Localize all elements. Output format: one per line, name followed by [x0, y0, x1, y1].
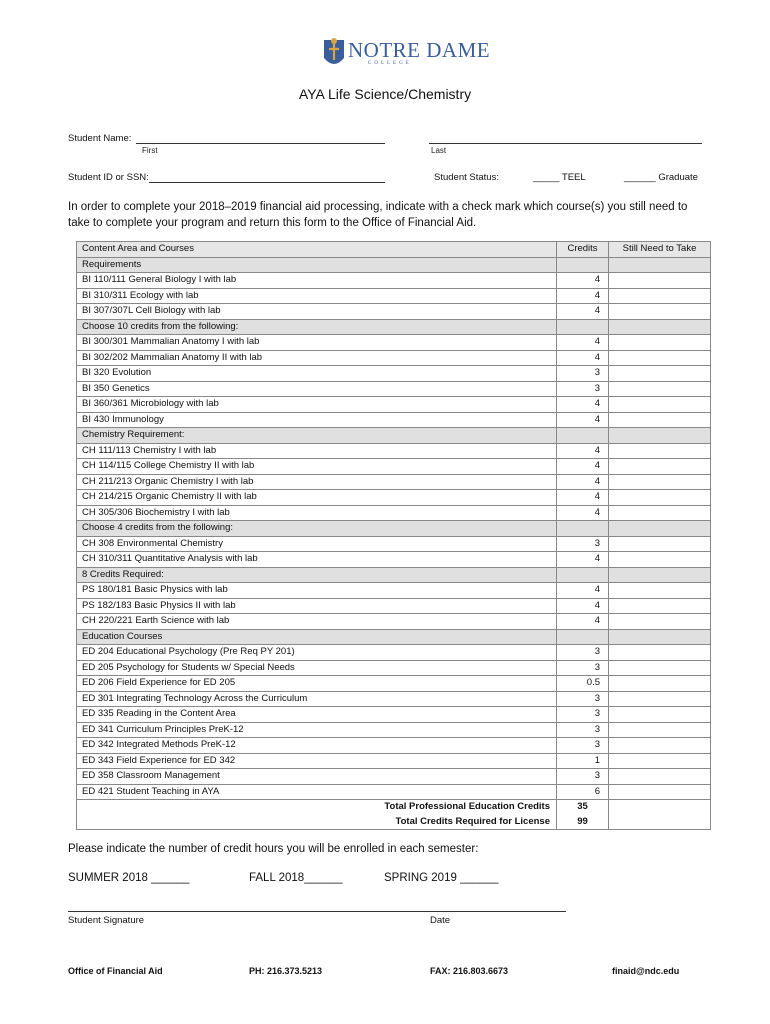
course-name: CH 310/311 Quantitative Analysis with lab: [77, 552, 557, 568]
table-row: [77, 660, 711, 676]
course-credits: 3: [557, 722, 609, 738]
section-credits-cell: [557, 629, 609, 645]
table-row: [77, 490, 711, 506]
still-need-checkbox-cell[interactable]: [609, 707, 711, 723]
fall-2018-field[interactable]: FALL 2018______: [249, 872, 343, 884]
still-need-checkbox-cell[interactable]: [609, 443, 711, 459]
course-name: BI 320 Evolution: [77, 366, 557, 382]
table-row: [77, 707, 711, 723]
table-row: [77, 474, 711, 490]
section-need-cell: [609, 567, 711, 583]
table-row: [77, 598, 711, 614]
student-id-label: Student ID or SSN:: [68, 172, 149, 183]
logo-text: NOTRE DAME: [348, 38, 491, 62]
still-need-checkbox-cell[interactable]: [609, 769, 711, 785]
table-row: [77, 350, 711, 366]
course-name: CH 211/213 Organic Chemistry I with lab: [77, 474, 557, 490]
section-credits-cell: [557, 257, 609, 273]
section-header-row: [77, 629, 711, 645]
table-row: [77, 412, 711, 428]
still-need-checkbox-cell[interactable]: [609, 583, 711, 599]
course-credits: 4: [557, 288, 609, 304]
signature-label: Student Signature: [68, 915, 145, 926]
section-header-row: [77, 567, 711, 583]
course-name: CH 308 Environmental Chemistry: [77, 536, 557, 552]
section-header-row: [77, 319, 711, 335]
table-row: [77, 443, 711, 459]
still-need-checkbox-cell[interactable]: [609, 412, 711, 428]
section-credits-cell: [557, 428, 609, 444]
section-need-cell: [609, 521, 711, 537]
table-row: [77, 769, 711, 785]
course-credits: 3: [557, 645, 609, 661]
course-credits: 0.5: [557, 676, 609, 692]
section-credits-cell: [557, 567, 609, 583]
table-row: [77, 784, 711, 800]
table-row: [77, 288, 711, 304]
course-credits: 3: [557, 707, 609, 723]
table-row: [77, 304, 711, 320]
course-name: CH 220/221 Earth Science with lab: [77, 614, 557, 630]
still-need-checkbox-cell[interactable]: [609, 738, 711, 754]
total-empty-cell: [609, 815, 711, 830]
course-credits: 6: [557, 784, 609, 800]
table-header-row: [77, 242, 711, 258]
course-name: BI 360/361 Microbiology with lab: [77, 397, 557, 413]
course-name: CH 305/306 Biochemistry I with lab: [77, 505, 557, 521]
spring-2019-field[interactable]: SPRING 2019 ______: [384, 872, 499, 884]
section-credits-cell: [557, 319, 609, 335]
still-need-checkbox-cell[interactable]: [609, 490, 711, 506]
still-need-checkbox-cell[interactable]: [609, 722, 711, 738]
still-need-checkbox-cell[interactable]: [609, 676, 711, 692]
table-row: [77, 381, 711, 397]
course-credits: 3: [557, 738, 609, 754]
section-need-cell: [609, 257, 711, 273]
course-name: ED 341 Curriculum Principles PreK-12: [77, 722, 557, 738]
course-credits: 3: [557, 536, 609, 552]
table-row: [77, 366, 711, 382]
student-status-label: Student Status:: [434, 172, 499, 183]
course-credits: 4: [557, 443, 609, 459]
section-header-row: [77, 521, 711, 537]
total-row: [77, 815, 711, 830]
course-name: PS 182/183 Basic Physics II with lab: [77, 598, 557, 614]
course-credits: 4: [557, 474, 609, 490]
table-row: [77, 552, 711, 568]
college-logo: [322, 36, 491, 72]
still-need-checkbox-cell[interactable]: [609, 335, 711, 351]
signature-line[interactable]: [68, 911, 566, 912]
instructions-text: In order to complete your 2018–2019 financial aid processing, indicate with a check mark which course(s) you still need to take to complete your program and return this form to the Office of Financial Aid.: [68, 201, 688, 229]
first-name-field[interactable]: [136, 143, 385, 144]
course-credits: 4: [557, 505, 609, 521]
still-need-checkbox-cell[interactable]: [609, 304, 711, 320]
course-name: ED 343 Field Experience for ED 342: [77, 753, 557, 769]
table-row: [77, 273, 711, 289]
table-row: [77, 335, 711, 351]
footer-phone: PH: 216.373.5213: [249, 966, 323, 976]
table-row: [77, 583, 711, 599]
course-credits: 4: [557, 459, 609, 475]
total-value: 99: [557, 815, 609, 830]
still-need-checkbox-cell[interactable]: [609, 753, 711, 769]
course-credits: 4: [557, 552, 609, 568]
course-name: ED 421 Student Teaching in AYA: [77, 784, 557, 800]
still-need-checkbox-cell[interactable]: [609, 366, 711, 382]
header-content-area: Content Area and Courses: [77, 242, 557, 258]
still-need-checkbox-cell[interactable]: [609, 598, 711, 614]
still-need-checkbox-cell[interactable]: [609, 691, 711, 707]
table-row: [77, 505, 711, 521]
course-credits: 3: [557, 691, 609, 707]
course-credits: 4: [557, 397, 609, 413]
student-id-field[interactable]: [149, 182, 385, 183]
course-credits: 3: [557, 660, 609, 676]
page-title: AYA Life Science/Chemistry: [298, 86, 472, 102]
student-name-label: Student Name:: [68, 133, 132, 144]
course-name: BI 350 Genetics: [77, 381, 557, 397]
course-credits: 4: [557, 304, 609, 320]
total-empty-cell: [609, 800, 711, 815]
section-title: Chemistry Requirement:: [77, 428, 557, 444]
course-name: ED 301 Integrating Technology Across the Curriculum: [77, 691, 557, 707]
course-credits: 4: [557, 598, 609, 614]
course-table-body: [77, 242, 711, 830]
still-need-checkbox-cell[interactable]: [609, 381, 711, 397]
section-title: Education Courses: [77, 629, 557, 645]
course-name: BI 430 Immunology: [77, 412, 557, 428]
course-credits: 1: [557, 753, 609, 769]
logo-subtext: COLLEGE: [368, 61, 412, 66]
total-value: 35: [557, 800, 609, 815]
table-row: [77, 691, 711, 707]
course-name: BI 310/311 Ecology with lab: [77, 288, 557, 304]
table-row: [77, 614, 711, 630]
total-label: Total Credits Required for License: [77, 815, 557, 830]
course-credits: 3: [557, 366, 609, 382]
footer-fax: FAX: 216.803.6673: [430, 966, 509, 976]
section-header-row: [77, 428, 711, 444]
section-title: Requirements: [77, 257, 557, 273]
course-credits: 3: [557, 769, 609, 785]
still-need-checkbox-cell[interactable]: [609, 505, 711, 521]
course-credits: 4: [557, 490, 609, 506]
table-row: [77, 722, 711, 738]
course-credits: 3: [557, 381, 609, 397]
last-name-caption: Last: [431, 146, 447, 155]
still-need-checkbox-cell[interactable]: [609, 474, 711, 490]
course-name: ED 204 Educational Psychology (Pre Req PY 201): [77, 645, 557, 661]
still-need-checkbox-cell[interactable]: [609, 552, 711, 568]
course-name: BI 110/111 General Biology I with lab: [77, 273, 557, 289]
summer-2018-field[interactable]: SUMMER 2018 ______: [68, 872, 190, 884]
footer-email[interactable]: finaid@ndc.edu: [612, 966, 680, 976]
date-label: Date: [430, 915, 451, 926]
table-row: [77, 676, 711, 692]
course-name: CH 111/113 Chemistry I with lab: [77, 443, 557, 459]
course-name: ED 205 Psychology for Students w/ Special Needs: [77, 660, 557, 676]
table-row: [77, 738, 711, 754]
course-name: PS 180/181 Basic Physics with lab: [77, 583, 557, 599]
still-need-checkbox-cell[interactable]: [609, 459, 711, 475]
table-row: [77, 397, 711, 413]
still-need-checkbox-cell[interactable]: [609, 288, 711, 304]
still-need-checkbox-cell[interactable]: [609, 350, 711, 366]
table-row: [77, 536, 711, 552]
table-row: [77, 459, 711, 475]
course-credits: 4: [557, 412, 609, 428]
teel-option[interactable]: _____ TEEL: [533, 172, 586, 183]
section-need-cell: [609, 629, 711, 645]
last-name-field[interactable]: [429, 143, 702, 144]
first-name-caption: First: [142, 146, 158, 155]
course-credits: 4: [557, 614, 609, 630]
table-row: [77, 645, 711, 661]
still-need-checkbox-cell[interactable]: [609, 614, 711, 630]
still-need-checkbox-cell[interactable]: [609, 397, 711, 413]
header-still-need: Still Need to Take: [609, 242, 711, 258]
course-name: CH 214/215 Organic Chemistry II with lab: [77, 490, 557, 506]
table-row: [77, 753, 711, 769]
course-name: ED 206 Field Experience for ED 205: [77, 676, 557, 692]
still-need-checkbox-cell[interactable]: [609, 784, 711, 800]
course-table: [76, 241, 711, 830]
section-title: Choose 10 credits from the following:: [77, 319, 557, 335]
course-credits: 4: [557, 335, 609, 351]
seal-icon: [322, 36, 346, 70]
section-header-row: [77, 257, 711, 273]
course-name: BI 307/307L Cell Biology with lab: [77, 304, 557, 320]
section-need-cell: [609, 319, 711, 335]
footer-office: Office of Financial Aid: [68, 966, 163, 976]
header-credits: Credits: [557, 242, 609, 258]
section-title: Choose 4 credits from the following:: [77, 521, 557, 537]
total-label: Total Professional Education Credits: [77, 800, 557, 815]
section-need-cell: [609, 428, 711, 444]
course-name: CH 114/115 College Chemistry II with lab: [77, 459, 557, 475]
course-credits: 4: [557, 350, 609, 366]
course-name: BI 300/301 Mammalian Anatomy I with lab: [77, 335, 557, 351]
course-name: ED 342 Integrated Methods PreK-12: [77, 738, 557, 754]
course-name: ED 335 Reading in the Content Area: [77, 707, 557, 723]
course-credits: 4: [557, 273, 609, 289]
still-need-checkbox-cell[interactable]: [609, 273, 711, 289]
still-need-checkbox-cell[interactable]: [609, 645, 711, 661]
course-name: ED 358 Classroom Management: [77, 769, 557, 785]
semester-prompt: Please indicate the number of credit hours you will be enrolled in each semester:: [68, 843, 479, 855]
still-need-checkbox-cell[interactable]: [609, 536, 711, 552]
course-credits: 4: [557, 583, 609, 599]
section-title: 8 Credits Required:: [77, 567, 557, 583]
section-credits-cell: [557, 521, 609, 537]
still-need-checkbox-cell[interactable]: [609, 660, 711, 676]
total-row: [77, 800, 711, 815]
graduate-option[interactable]: ______ Graduate: [624, 172, 698, 183]
course-name: BI 302/202 Mammalian Anatomy II with lab: [77, 350, 557, 366]
